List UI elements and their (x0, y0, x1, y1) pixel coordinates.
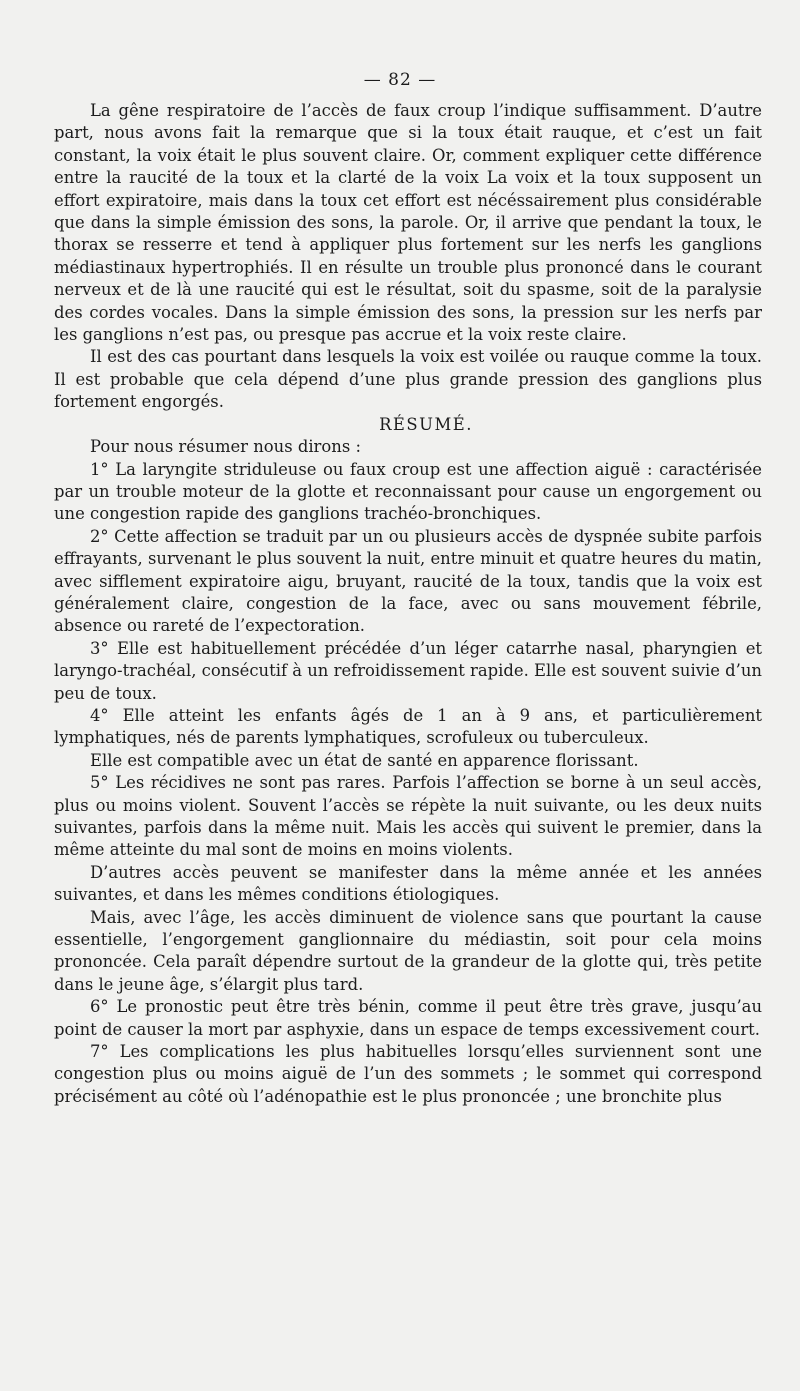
paragraph: 5° Les récidives ne sont pas rares. Parfois l’affection se borne à un seul accès, plus ou moins violent. Souvent l’accès se répète la nuit suivante, ou les deux nuits suivantes, parfois dans la même nuit. Mais les accès qui suivent le premier, dans la même atteinte du mal sont de moins en moins violents. (54, 773, 762, 860)
paragraph: 6° Le pronostic peut être très bénin, comme il peut être très grave, jusqu’au point de causer la mort par asphyxie, dans un espace de temps excessivement court. (54, 997, 762, 1039)
paragraph: 3° Elle est habituellement précédée d’un léger catarrhe nasal, pharyngien et laryngo-trachéal, consécutif à un refroidissement rapide. Elle est souvent suivie d’un peu de toux. (54, 638, 762, 703)
paragraph: Pour nous résumer nous dirons : (90, 437, 361, 457)
paragraph: 1° La laryngite striduleuse ou faux croup est une affection aiguë : caractérisée par un trouble moteur de la glotte et reconnaissant pour cause un engorgement ou une congestion rapide des ganglions trachéo-bronchiques. (54, 459, 762, 524)
paragraph: 4° Elle atteint les enfants âgés de 1 an à 9 ans, et particulièrement lymphatiques, nés de parents lymphatiques, scrofuleux ou tuberculeux. (54, 705, 762, 748)
paragraph: 7° Les complications les plus habituelles lorsqu’elles surviennent sont une congestion plus ou moins aiguë de l’un des sommets ; le sommet qui correspond précisément au côté où l’adénopathie est le plus prononcée ; une bronchite plus (54, 1042, 762, 1106)
paragraph: La gêne respiratoire de l’accès de faux croup l’indique suffisamment. D’autre part, nous avons fait la remarque que si la toux était rauque, et c’est un fait constant, la voix était le plus souvent claire. Or, comment expliquer cette différence entre la raucité de la toux et la clarté de la voix La voix et la toux supposent un effort expiratoire, mais dans la toux cet effort est nécéssairement plus considérable que dans la simple émission des sons, la parole. Or, il arrive que pendant la toux, le thorax se resserre et tend à appliquer plus fortement sur les nerfs les ganglions médiastinaux hypertrophiés. Il en résulte un trouble plus prononcé dans le courant nerveux et de là une raucité qui est le résultat, soit du spasme, soit de la paralysie des cordes vocales. Dans la simple émission des sons, la pression sur les nerfs par les ganglions n’est pas, ou presque pas accrue et la voix reste claire. (54, 101, 762, 345)
paragraph: Mais, avec l’âge, les accès diminuent de violence sans que pourtant la cause essentielle, l’engorgement ganglionnaire du médiastin, soit pour cela moins prononcée. Cela paraît dépendre surtout de la grandeur de la glotte qui, très petite dans le jeune âge, s’élargit plus tard. (54, 907, 762, 994)
page-number: — 82 — (363, 70, 437, 90)
section-heading: RÉSUMÉ. (379, 414, 473, 434)
paragraph: D’autres accès peuvent se manifester dans la même année et les années suivantes, et dans les mêmes conditions étiologiques. (54, 862, 762, 905)
paragraph: Il est des cas pourtant dans lesquels la voix est voilée ou rauque comme la toux. Il est probable que cela dépend d’une plus grande pression des ganglions plus fortement engorgés. (54, 347, 762, 412)
paragraph: Elle est compatible avec un état de santé en apparence florissant. (90, 750, 639, 770)
paragraph: 2° Cette affection se traduit par un ou plusieurs accès de dyspnée subite parfois effrayants, survenant le plus souvent la nuit, entre minuit et quatre heures du matin, avec sifflement expiratoire aigu, bruyant, raucité de la toux, tandis que la voix est généralement claire, congestion de la face, avec ou sans mouvement fébrile, absence ou rareté de l’expectoration. (54, 526, 762, 636)
body-text (54, 100, 762, 1108)
